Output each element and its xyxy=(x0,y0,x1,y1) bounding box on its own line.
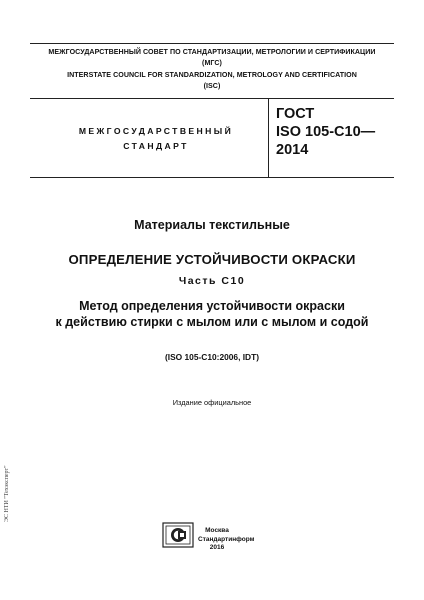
gost-designation xyxy=(276,105,375,159)
part-title: Часть С10 xyxy=(178,275,246,287)
publisher-block xyxy=(198,527,255,553)
gost-line2: ISO 105-C10— xyxy=(276,124,376,140)
official-edition: Издание официальное xyxy=(172,398,252,407)
side-stamp: ЭС НТИ "Техэксперт" xyxy=(4,465,10,522)
standard-label xyxy=(56,124,256,154)
method-line1: Метод определения устойчивости окраски xyxy=(79,299,345,313)
gost-line3: 2014 xyxy=(276,142,309,158)
method-line2: к действию стирки с мылом или с мылом и содой xyxy=(55,315,369,329)
standard-label-line1: МЕЖГОСУДАРСТВЕННЫЙ xyxy=(78,126,234,136)
standartinform-logo-icon xyxy=(162,522,194,548)
council-ru-line2: (МГС) xyxy=(202,59,222,67)
council-name-en xyxy=(30,70,394,92)
standard-rule xyxy=(30,177,394,178)
council-en-line1: INTERSTATE COUNCIL FOR STANDARDIZATION, METROLOGY AND CERTIFICATION xyxy=(67,71,357,79)
council-ru-line1: МЕЖГОСУДАРСТВЕННЫЙ СОВЕТ ПО СТАНДАРТИЗАЦИИ, МЕТРОЛОГИИ И СЕРТИФИКАЦИИ xyxy=(48,48,376,56)
header-rule xyxy=(30,98,394,99)
publisher-city: Москва xyxy=(205,527,229,534)
publisher-year: 2016 xyxy=(209,544,225,552)
council-en-line2: (ISC) xyxy=(203,82,221,90)
method-title xyxy=(20,298,404,330)
gost-line1: ГОСТ xyxy=(276,106,315,122)
materials-title: Материалы текстильные xyxy=(134,218,290,232)
publisher-name: Стандартинформ xyxy=(198,535,255,543)
iso-reference: (ISO 105-C10:2006, IDT) xyxy=(164,352,260,362)
vertical-rule xyxy=(268,99,269,177)
standard-label-line2: СТАНДАРТ xyxy=(123,141,189,151)
main-title: ОПРЕДЕЛЕНИЕ УСТОЙЧИВОСТИ ОКРАСКИ xyxy=(68,252,356,267)
council-name-ru xyxy=(30,47,394,69)
top-rule xyxy=(30,43,394,44)
